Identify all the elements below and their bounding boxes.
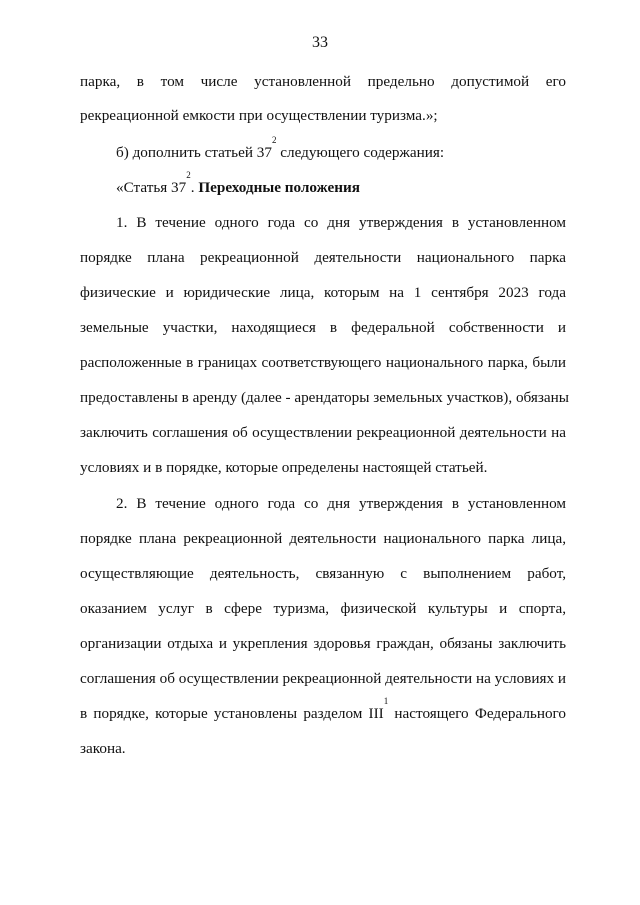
para2-line-1: 2. В течение одного года со дня утверждения в установленном xyxy=(116,495,566,512)
amendment-suffix: следующего содержания: xyxy=(276,144,445,161)
para1-line-1: 1. В течение одного года со дня утверждения в установленном xyxy=(116,214,566,231)
para2-line-6: соглашения об осуществлении рекреационной деятельности на условиях и xyxy=(80,670,566,687)
article-prefix: «Статья 37 xyxy=(116,179,187,196)
para2-line-2: порядке плана рекреационной деятельности национального парка лица, xyxy=(80,530,566,547)
article-dot: . xyxy=(190,179,199,196)
page-number: 33 xyxy=(312,34,328,51)
amendment-line xyxy=(116,135,566,163)
para2-line-7-suffix: настоящего Федерального xyxy=(388,705,566,722)
para2-line-5: организации отдыха и укрепления здоровья граждан, обязаны заключить xyxy=(80,635,566,652)
para1-line-6: предоставлены в аренду (далее - арендаторы земельных участков), обязаны xyxy=(80,389,569,406)
para1-line-5: расположенные в границах соответствующего национального парка, были xyxy=(80,354,566,371)
para1-line-4: земельные участки, находящиеся в федеральной собственности и xyxy=(80,319,566,336)
article-superscript: 2 xyxy=(186,170,191,180)
section-superscript: 1 xyxy=(383,696,389,706)
article-heading xyxy=(116,170,566,198)
para1-line-7: заключить соглашения об осуществлении рекреационной деятельности на xyxy=(80,424,566,441)
para2-line-4: оказанием услуг в сфере туризма, физической культуры и спорта, xyxy=(80,600,566,617)
para1-line-2: порядке плана рекреационной деятельности национального парка xyxy=(80,249,566,266)
para1-line-8: условиях и в порядке, которые определены настоящей статьей. xyxy=(80,459,488,476)
article-title: Переходные положения xyxy=(198,179,360,196)
continuation-line-1: парка, в том числе установленной предельно допустимой его xyxy=(80,73,566,90)
para2-line-7-prefix: в порядке, которые установлены разделом III xyxy=(80,705,384,722)
para2-line-3: осуществляющие деятельность, связанную с выполнением работ, xyxy=(80,565,566,582)
amendment-prefix: б) дополнить статьей 37 xyxy=(116,144,272,161)
para2-line-7 xyxy=(80,696,566,724)
continuation-line-2: рекреационной емкости при осуществлении туризма.»; xyxy=(80,107,438,124)
para2-line-8: закона. xyxy=(80,740,126,757)
amendment-superscript: 2 xyxy=(271,135,277,145)
para1-line-3: физические и юридические лица, которым на 1 сентября 2023 года xyxy=(80,284,566,301)
